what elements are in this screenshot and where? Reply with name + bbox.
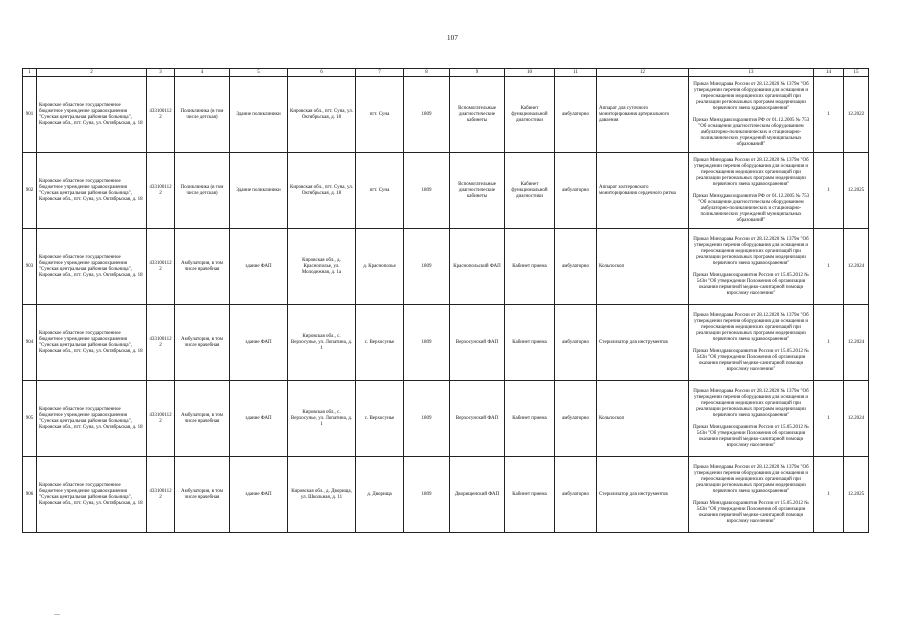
table-row <box>23 77 869 153</box>
care-type-cell: амбулаторно <box>555 229 597 305</box>
date-cell: 12.2024 <box>844 305 869 381</box>
organization-cell: Кировское областное государственное бюджетное учреждение здравоохранения "Сунская центральная районная больница", Кировская обл., пгт. Суна, ул. Октябрьская, д. 18 <box>37 77 147 153</box>
equipment-cell: Аппарат холтеровского мониторирования сердечного ритма <box>597 153 689 229</box>
care-type-cell: амбулаторно <box>555 457 597 533</box>
column-number: 6 <box>288 69 356 77</box>
regulation-cell <box>689 77 814 153</box>
year-cell: 1809 <box>404 457 450 533</box>
building-cell: Здание поликлиники <box>230 77 288 153</box>
year-cell: 1809 <box>404 381 450 457</box>
column-number: 7 <box>356 69 404 77</box>
organization-cell: Кировское областное государственное бюджетное учреждение здравоохранения "Сунская центральная районная больница", Кировская обл., пгт. Суна, ул. Октябрьская, д. 18 <box>37 305 147 381</box>
building-cell: здание ФАП <box>230 305 288 381</box>
locality-cell: д. Краснополье <box>356 229 404 305</box>
regulation-cell <box>689 305 814 381</box>
date-cell: 12.2025 <box>844 153 869 229</box>
table-row <box>23 305 869 381</box>
inn-cell: 4331001122 <box>147 305 175 381</box>
inn-cell: 4331001122 <box>147 77 175 153</box>
unit-cell: Краснопольский ФАП <box>450 229 505 305</box>
building-cell: здание ФАП <box>230 457 288 533</box>
regulation-cell <box>689 229 814 305</box>
address-cell: Кировская обл., д. Краснополье, ул. Молодежная, д. 1а <box>288 229 356 305</box>
column-number: 15 <box>844 69 869 77</box>
address-cell: Кировская обл., пгт. Суна, ул. Октябрьская, д. 18 <box>288 77 356 153</box>
date-cell: 12.2024 <box>844 381 869 457</box>
inn-cell: 4331001122 <box>147 229 175 305</box>
column-number: 2 <box>37 69 147 77</box>
cabinet-cell: Кабинет функциональной диагностики <box>505 77 555 153</box>
regulation-order-2: Приказ Минздравсоцразвития РФ от 01.12.2005 № 753 "Об оснащении диагностическим оборудованием амбулаторно-поликлинических и стационарно-поликлинических учреждений муниципальных образований" <box>692 117 810 147</box>
regulation-order-2: Приказ Минздравсоцразвития России от 15.05.2012 № 543н "Об утверждении Положения об организации оказания первичной медико-санитарной помощи взрослому населению" <box>692 348 810 372</box>
organization-cell: Кировское областное государственное бюджетное учреждение здравоохранения "Сунская центральная районная больница", Кировская обл., пгт. Суна, ул. Октябрьская, д. 18 <box>37 381 147 457</box>
cabinet-cell: Кабинет приема <box>505 381 555 457</box>
regulation-order-1: Приказ Минздрава России от 28.12.2020 № 1379н "Об утверждении перечня оборудования для оснащения и переоснащения медицинских организаций при реализации региональных программ модернизации первичного звена здравоохранения" <box>693 81 809 111</box>
locality-cell: пгт. Суна <box>356 153 404 229</box>
row-number-cell: 905 <box>23 381 37 457</box>
row-number-cell: 904 <box>23 305 37 381</box>
regulation-order-2: Приказ Минздравсоцразвития РФ от 01.12.2005 № 753 "Об оснащении диагностическим оборудованием амбулаторно-поликлинических и стационарно-поликлинических учреждений муниципальных образований" <box>692 193 810 223</box>
regulation-order-1: Приказ Минздрава России от 28.12.2020 № 1379н "Об утверждении перечня оборудования для оснащения и переоснащения медицинских организаций при реализации региональных программ модернизации первичного звена здравоохранения" <box>693 157 809 187</box>
locality-cell: с. Верхосунье <box>356 381 404 457</box>
table-row <box>23 153 869 229</box>
column-number: 8 <box>404 69 450 77</box>
inn-cell: 4331001122 <box>147 153 175 229</box>
regulation-order-2: Приказ Минздравсоцразвития России от 15.05.2012 № 543н "Об утверждении Положения об организации оказания первичной медико-санитарной помощи взрослому населению" <box>692 272 810 296</box>
table-row <box>23 457 869 533</box>
unit-cell: Верхосунский ФАП <box>450 305 505 381</box>
row-number-cell: 901 <box>23 77 37 153</box>
inn-cell: 4331001122 <box>147 457 175 533</box>
cabinet-cell: Кабинет приема <box>505 229 555 305</box>
care-type-cell: амбулаторно <box>555 153 597 229</box>
quantity-cell: 1 <box>814 457 844 533</box>
quantity-cell: 1 <box>814 305 844 381</box>
column-number: 3 <box>147 69 175 77</box>
organization-cell: Кировское областное государственное бюджетное учреждение здравоохранения "Сунская центральная районная больница", Кировская обл., пгт. Суна, ул. Октябрьская, д. 18 <box>37 457 147 533</box>
column-number: 11 <box>555 69 597 77</box>
column-number: 1 <box>23 69 37 77</box>
quantity-cell: 1 <box>814 77 844 153</box>
inn-cell: 4331001122 <box>147 381 175 457</box>
building-type-cell: Амбулатория, в том числе врачебная <box>175 457 230 533</box>
table-row <box>23 381 869 457</box>
column-number-row <box>23 69 869 77</box>
unit-cell: Верхосунский ФАП <box>450 381 505 457</box>
unit-cell: Дворищенский ФАП <box>450 457 505 533</box>
organization-cell: Кировское областное государственное бюджетное учреждение здравоохранения "Сунская центральная районная больница", Кировская обл., пгт. Суна, ул. Октябрьская, д. 18 <box>37 153 147 229</box>
regulation-order-2: Приказ Минздравсоцразвития России от 15.05.2012 № 543н "Об утверждении Положения об организации оказания первичной медико-санитарной помощи взрослому населению" <box>692 424 810 448</box>
year-cell: 1809 <box>404 77 450 153</box>
address-cell: Кировская обл., с. Верхосунье, ул. Лопатина, д. 1 <box>288 381 356 457</box>
equipment-cell: Стерилизатор для инструментов <box>597 305 689 381</box>
date-cell: 12.2022 <box>844 77 869 153</box>
address-cell: Кировская обл., пгт. Суна, ул. Октябрьская, д. 18 <box>288 153 356 229</box>
care-type-cell: амбулаторно <box>555 381 597 457</box>
building-cell: здание ФАП <box>230 229 288 305</box>
row-number-cell: 902 <box>23 153 37 229</box>
locality-cell: д. Дворища <box>356 457 404 533</box>
row-number-cell: 906 <box>23 457 37 533</box>
regulation-order-1: Приказ Минздрава России от 28.12.2020 № 1379н "Об утверждении перечня оборудования для оснащения и переоснащения медицинских организаций при реализации региональных программ модернизации первичного звена здравоохранения" <box>693 312 809 342</box>
equipment-cell: Кольпоскоп <box>597 381 689 457</box>
unit-cell: Вспомогательные диагностические кабинеты <box>450 77 505 153</box>
quantity-cell: 1 <box>814 381 844 457</box>
building-type-cell: Амбулатория, в том числе врачебная <box>175 381 230 457</box>
care-type-cell: амбулаторно <box>555 77 597 153</box>
regulation-cell <box>689 381 814 457</box>
scan-mark <box>54 614 60 615</box>
date-cell: 12.2025 <box>844 457 869 533</box>
organization-cell: Кировское областное государственное бюджетное учреждение здравоохранения "Сунская центральная районная больница", Кировская обл., пгт. Суна, ул. Октябрьская, д. 18 <box>37 229 147 305</box>
regulation-order-2: Приказ Минздравсоцразвития России от 15.05.2012 № 543н "Об утверждении Положения об организации оказания первичной медико-санитарной помощи взрослому населению" <box>692 500 810 524</box>
equipment-cell: Кольпоскоп <box>597 229 689 305</box>
cabinet-cell: Кабинет приема <box>505 305 555 381</box>
regulation-order-1: Приказ Минздрава России от 28.12.2020 № 1379н "Об утверждении перечня оборудования для оснащения и переоснащения медицинских организаций при реализации региональных программ модернизации первичного звена здравоохранения" <box>693 388 809 418</box>
equipment-cell: Аппарат для суточного мониторирования артериального давления <box>597 77 689 153</box>
regulation-order-1: Приказ Минздрава России от 28.12.2020 № 1379н "Об утверждении перечня оборудования для оснащения и переоснащения медицинских организаций при реализации региональных программ модернизации первичного звена здравоохранения" <box>693 236 809 266</box>
row-number-cell: 903 <box>23 229 37 305</box>
table-row <box>23 229 869 305</box>
quantity-cell: 1 <box>814 153 844 229</box>
address-cell: Кировская обл., д. Дворища, ул. Школьная, д. 11 <box>288 457 356 533</box>
building-type-cell: Амбулатория, в том числе врачебная <box>175 229 230 305</box>
regulation-cell <box>689 457 814 533</box>
year-cell: 1809 <box>404 305 450 381</box>
date-cell: 12.2024 <box>844 229 869 305</box>
cabinet-cell: Кабинет функциональной диагностики <box>505 153 555 229</box>
column-number: 13 <box>689 69 814 77</box>
quantity-cell: 1 <box>814 229 844 305</box>
building-type-cell: Амбулатория, в том числе врачебная <box>175 305 230 381</box>
year-cell: 1809 <box>404 153 450 229</box>
locality-cell: с. Верхосунье <box>356 305 404 381</box>
column-number: 14 <box>814 69 844 77</box>
year-cell: 1809 <box>404 229 450 305</box>
building-cell: Здание поликлиники <box>230 153 288 229</box>
building-cell: здание ФАП <box>230 381 288 457</box>
address-cell: Кировская обл., с. Верхосунье, ул. Лопатина, д. 1 <box>288 305 356 381</box>
column-number: 10 <box>505 69 555 77</box>
equipment-register-table <box>22 68 869 533</box>
locality-cell: пгт. Суна <box>356 77 404 153</box>
regulation-cell <box>689 153 814 229</box>
page-number: 107 <box>446 34 459 42</box>
unit-cell: Вспомогательные диагностические кабинеты <box>450 153 505 229</box>
column-number: 5 <box>230 69 288 77</box>
care-type-cell: амбулаторно <box>555 305 597 381</box>
column-number: 4 <box>175 69 230 77</box>
building-type-cell: Поликлиника (в том числе детская) <box>175 153 230 229</box>
cabinet-cell: Кабинет приема <box>505 457 555 533</box>
column-number: 12 <box>597 69 689 77</box>
equipment-cell: Стерилизатор для инструментов <box>597 457 689 533</box>
column-number: 9 <box>450 69 505 77</box>
building-type-cell: Поликлиника (в том числе детская) <box>175 77 230 153</box>
regulation-order-1: Приказ Минздрава России от 28.12.2020 № 1379н "Об утверждении перечня оборудования для оснащения и переоснащения медицинских организаций при реализации региональных программ модернизации первичного звена здравоохранения" <box>693 464 809 494</box>
